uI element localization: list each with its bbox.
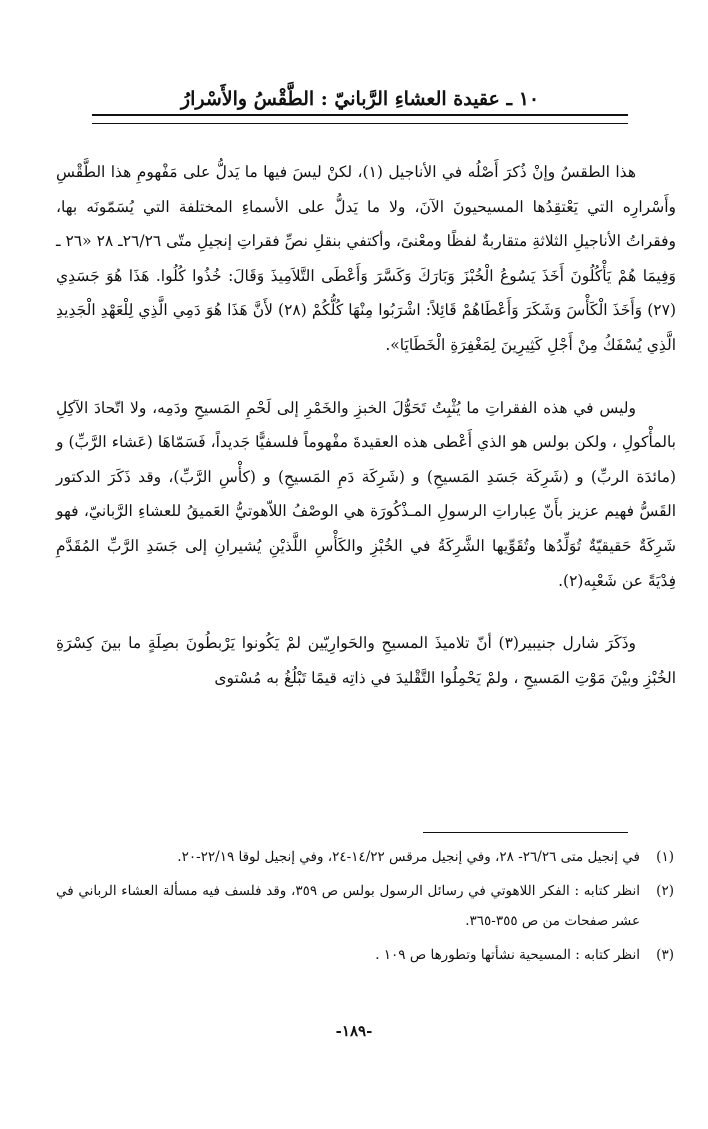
chapter-heading: ١٠ ـ عقيدة العشاءِ الرَّبانيّ : الطَّقْسُ والأَسْرارُ [92, 84, 628, 116]
footnotes [56, 842, 674, 974]
footnote [56, 940, 674, 970]
paragraph: وذَكَرَ شارل جنيبير(٣) أنّ تلاميذَ المسيحِ والحَوارِيّين لمْ يَكُونوا يَرْبطُونَ بصِلَةٍ ما بينَ كِسْرَةِ الخُبْزِ وبيْنَ مَوْتِ المَسيحِ ، ولمْ يَحْمِلُوا التَّقْليدَ في ذاتِه قيمًا تَبْلُغُ به مُسْتوى [56, 634, 676, 687]
paragraph: هذا الطقسُ وإنْ ذُكرَ أَصْلُه في الأناجيل (١)، لكنْ ليسَ فيها ما يَدلُّ على مَفْهومِ هذا الطَّقْسِ وأَسْرارِه التي يَعْتقِدُها المسيحيونَ الآنَ، ولا ما يَدلُّ على الأسماءِ المختلفة التي يُسَمّونَه بها، وفقراتُ الأناجيلِ الثلاثةِ متقاربةٌ لفظًا ومعْنىً، وأكتفي بنقلِ نصِّ فقراتِ إنجيلِ متّى ٢٦/٢٦ـ ٢٨ «٢٦ ـ وَفِيمَا هُمْ يَأْكُلُونَ أَخَذَ يَسُوعُ الْخُبْزَ وَبَارَكَ وَكَسَّرَ وَأَعْطَى التَّلاَمِيذَ وَقَالَ: خُذُوا كُلُوا. هَذَا هُوَ جَسَدِي (٢٧) وَأَخَذَ الْكَأْسَ وَشَكَرَ وَأَعْطَاهُمْ قَائِلاً: اشْرَبُوا مِنْهَا كُلُّكُمْ (٢٨) لأَنَّ هَذَا هُوَ دَمِي الَّذِي لِلْعَهْدِ الْجَدِيدِ الَّذِي يُسْفَكُ مِنْ أَجْلِ كَثِيرِينَ لِمَغْفِرَةِ الْخَطَايَا». [56, 163, 677, 354]
footnote-separator [423, 832, 628, 833]
footnote [56, 842, 674, 872]
footnote [56, 876, 674, 936]
footnote-number: (٣) [656, 947, 674, 963]
page-number: -١٨٩- [335, 1022, 373, 1040]
heading-rule [92, 123, 628, 124]
footnote-text: انظر كتابه : الفكر اللاهوتي في رسائل الرسول بولس ص ٣٥٩، وقد فلسف فيه مسألة العشاء الرباني في عشر صفحات من ص ٣٥٥-٣٦٥. [56, 883, 640, 929]
footnote-number: (٢) [656, 883, 674, 899]
footnote-text: انظر كتابه : المسيحية نشأتها وتطورها ص ١٠٩ . [375, 947, 640, 963]
footnote-text: في إنجيل متى ٢٦/٢٦- ٢٨، وفي إنجيل مرقس ١٤/٢٢-٢٤، وفي إنجيل لوقا ٢٢/١٩-٢٠. [177, 849, 640, 865]
footnote-number: (١) [656, 849, 674, 865]
paragraph: وليس في هذه الفقراتِ ما يُثْبِتُ تَحَوُّلَ الخبزِ والخَمْرِ إلى لَحْمِ المَسيحِ ودَمِه، ولا اتّحادَ الآكِلِ بالمأْكولِ ، ولكن بولس هو الذي أَعْطى هذه العقيدةَ مفْهوماً فلسفيًّا جَديداً، فَسَمّاهَا (عَشاء الرَّبِّ) و (مائدَة الربِّ) و (شَرِكَة جَسَدِ المَسيحِ) و (شَرِكَة دَمِ المَسيحِ) و (كأْسِ الرَّبِّ)، وقد ذَكَرَ الدكتور القَسُّ فهيم عزيز بأَنّ عِباراتِ الرسولِ المـذْكُورَة هي الوصْفُ اللاّهوتيُّ العَميقُ للعشاءِ الرَّبانيّ، فهو شَرِكَةٌ حَقيقيّةٌ تُوَلِّدُها وتُقَوِّيها الشَّرِكَةُ في الخُبْزِ والكَأْسِ اللَّذيْنِ يُشيرانِ إلى جَسَدِ الرَّبِّ المُقَدَّمِ فِدْيَةً عن شَعْبِه(٢). [56, 398, 676, 590]
main-text [56, 155, 676, 695]
